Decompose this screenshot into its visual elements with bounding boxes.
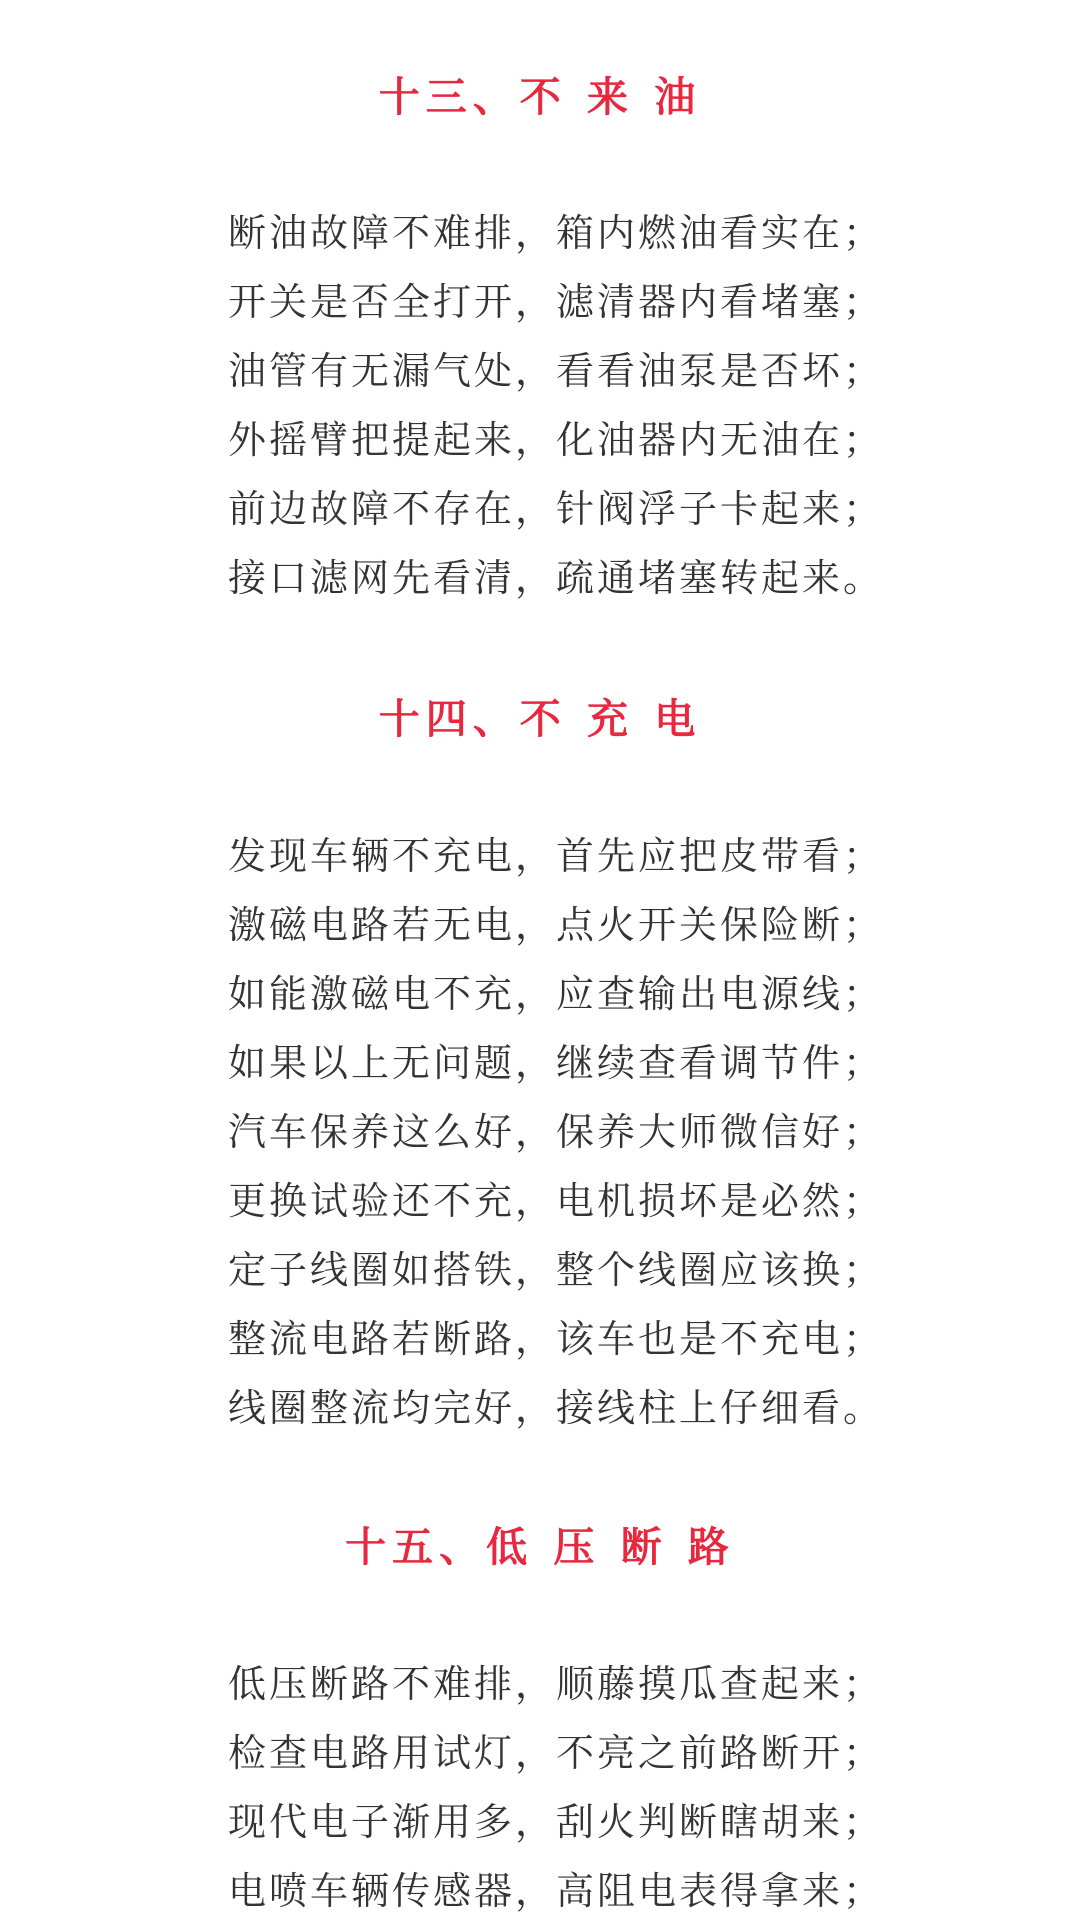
verse-line: 定子线圈如搭铁，整个线圈应该换； [228,1248,885,1292]
verse-line: 更换试验还不充，电机损坏是必然； [228,1179,885,1223]
verse-line: 前边故障不存在，针阀浮子卡起来； [228,487,885,531]
verse-line: 低压断路不难排，顺藤摸瓜查起来； [228,1662,885,1706]
verse-line: 接口滤网先看清，疏通堵塞转起来。 [228,556,885,600]
section-13-heading: 十三、不 来 油 [378,73,702,121]
section-15-verse [228,1650,1048,1926]
verse-line: 油管有无漏气处，看看油泵是否坏； [228,349,885,393]
verse-line: 整流电路若断路，该车也是不充电； [228,1317,885,1361]
verse-line: 开关是否全打开，滤清器内看堵塞； [228,280,885,324]
verse-line: 如果以上无问题，继续查看调节件； [228,1041,885,1085]
verse-line: 电喷车辆传感器，高阻电表得拿来； [228,1869,885,1913]
section-13-verse [228,199,1048,613]
section-14-heading: 十四、不 充 电 [378,695,702,743]
verse-line: 断油故障不难排，箱内燃油看实在； [228,211,885,255]
section-14-verse [228,822,1048,1443]
verse-line: 检查电路用试灯，不亮之前路断开； [228,1731,885,1775]
verse-line: 线圈整流均完好，接线柱上仔细看。 [228,1386,885,1430]
verse-line: 汽车保养这么好，保养大师微信好； [228,1110,885,1154]
verse-line: 激磁电路若无电，点火开关保险断； [228,903,885,947]
verse-line: 发现车辆不充电，首先应把皮带看； [228,834,885,878]
verse-line: 现代电子渐用多，刮火判断瞎胡来； [228,1800,885,1844]
verse-line: 如能激磁电不充，应查输出电源线； [228,972,885,1016]
verse-line: 外摇臂把提起来，化油器内无油在； [228,418,885,462]
section-15-heading: 十五、低 压 断 路 [345,1523,735,1571]
